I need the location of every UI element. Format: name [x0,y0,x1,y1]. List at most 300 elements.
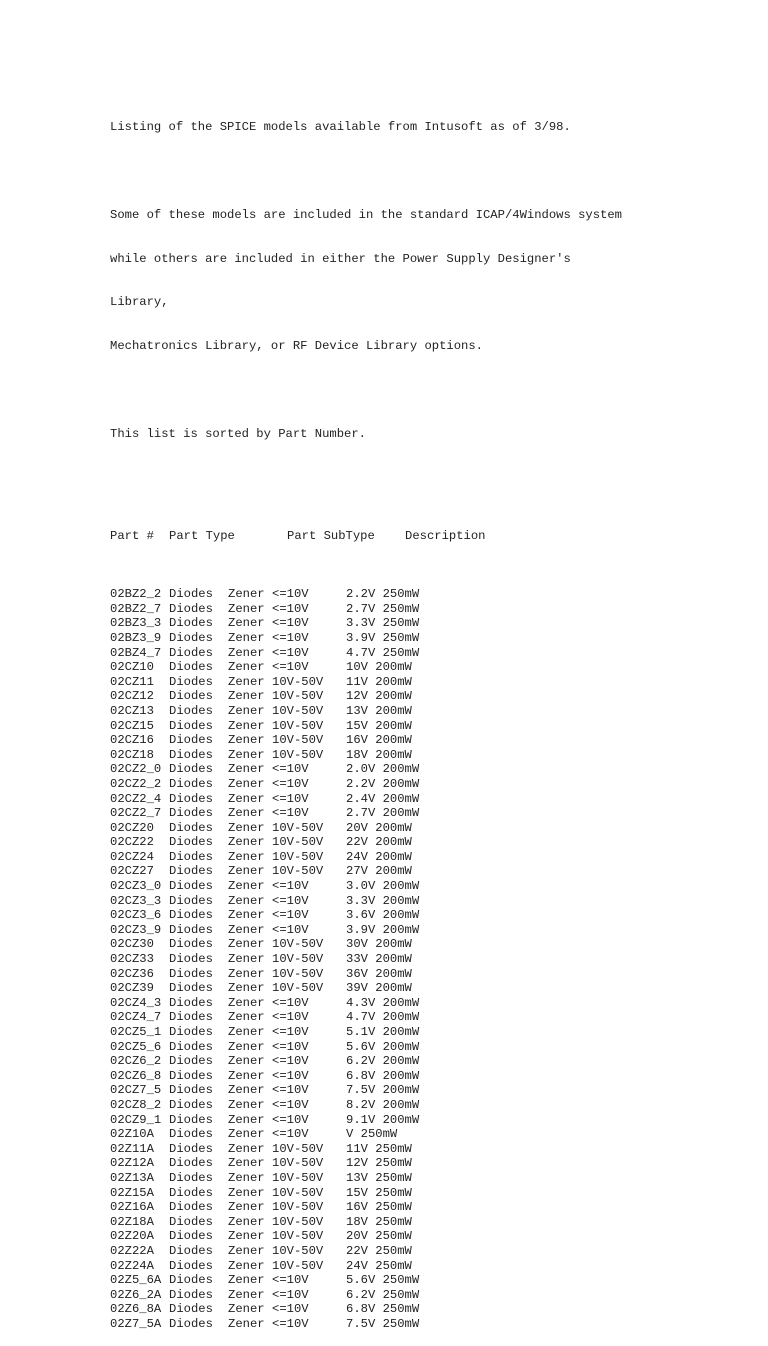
table-row [110,923,750,938]
part-type-cell: Diodes [169,1068,213,1083]
part-subtype-cell: <=10V [272,1273,309,1288]
table-row [110,587,750,602]
description-cell: 7.5V 200mW [346,1083,420,1098]
description-cell: 4.7V 250mW [346,645,420,660]
part-type-cell: Diodes [169,835,213,850]
description-cell: 22V 200mW [346,835,412,850]
table-row [110,1302,750,1317]
part-type-sub-cell: Zener [228,981,265,996]
description-cell: V 250mW [346,1127,398,1142]
table-row [110,646,750,661]
part-type-sub-cell: Zener [228,879,265,894]
part-number-cell: 02CZ6_2 [110,1054,162,1069]
part-type-cell: Diodes [169,1302,213,1317]
table-row [110,850,750,865]
part-number-cell: 02CZ33 [110,952,154,967]
part-number-cell: 02CZ3_9 [110,922,162,937]
part-number-cell: 02CZ4_7 [110,1010,162,1025]
part-subtype-cell: <=10V [272,660,309,675]
part-type-sub-cell: Zener [228,1083,265,1098]
part-type-cell: Diodes [169,1010,213,1025]
part-type-cell: Diodes [169,587,213,602]
part-type-cell: Diodes [169,981,213,996]
part-subtype-cell: <=10V [272,1127,309,1142]
description-cell: 5.6V 250mW [346,1273,420,1288]
description-cell: 11V 200mW [346,674,412,689]
part-subtype-cell: 10V-50V [272,937,324,952]
part-type-sub-cell: Zener [228,689,265,704]
table-row [110,689,750,704]
description-cell: 2.0V 200mW [346,762,420,777]
table-row [110,1215,750,1230]
part-type-cell: Diodes [169,747,213,762]
table-row [110,675,750,690]
description-cell: 20V 250mW [346,1229,412,1244]
part-type-sub-cell: Zener [228,1068,265,1083]
part-type-sub-cell: Zener [228,806,265,821]
part-type-sub-cell: Zener [228,1316,265,1331]
part-number-cell: 02BZ2_7 [110,601,162,616]
table-row [110,1200,750,1215]
part-type-sub-cell: Zener [228,1185,265,1200]
part-subtype-cell: 10V-50V [272,674,324,689]
part-type-cell: Diodes [169,776,213,791]
description-cell: 16V 250mW [346,1200,412,1215]
description-cell: 7.5V 250mW [346,1316,420,1331]
table-row [110,937,750,952]
part-number-cell: 02CZ15 [110,718,154,733]
part-subtype-cell: 10V-50V [272,747,324,762]
table-row [110,1025,750,1040]
part-type-sub-cell: Zener [228,1039,265,1054]
part-number-cell: 02Z16A [110,1200,154,1215]
part-type-sub-cell: Zener [228,1273,265,1288]
part-type-sub-cell: Zener [228,1112,265,1127]
description-cell: 27V 200mW [346,864,412,879]
part-type-sub-cell: Zener [228,630,265,645]
part-subtype-cell: <=10V [272,1302,309,1317]
table-row [110,967,750,982]
part-subtype-cell: <=10V [272,1039,309,1054]
part-subtype-cell: 10V-50V [272,1156,324,1171]
part-type-sub-cell: Zener [228,1156,265,1171]
blank-line [110,383,750,398]
part-type-cell: Diodes [169,1156,213,1171]
part-subtype-cell: <=10V [272,616,309,631]
description-cell: 5.6V 200mW [346,1039,420,1054]
part-subtype-cell: 10V-50V [272,820,324,835]
description-cell: 2.7V 200mW [346,806,420,821]
part-number-cell: 02CZ12 [110,689,154,704]
part-number-cell: 02BZ4_7 [110,645,162,660]
part-number-cell: 02CZ27 [110,864,154,879]
description-cell: 6.2V 200mW [346,1054,420,1069]
part-subtype-cell: <=10V [272,645,309,660]
part-type-sub-cell: Zener [228,762,265,777]
part-type-cell: Diodes [169,762,213,777]
part-type-sub-cell: Zener [228,733,265,748]
part-number-cell: 02CZ8_2 [110,1097,162,1112]
table-row [110,806,750,821]
table-row [110,733,750,748]
intro-paragraph-line: Library, [110,295,169,310]
part-number-cell: 02Z24A [110,1258,154,1273]
part-type-cell: Diodes [169,937,213,952]
document-body [110,91,750,1346]
part-type-sub-cell: Zener [228,776,265,791]
part-type-cell: Diodes [169,1097,213,1112]
part-subtype-cell: 10V-50V [272,1170,324,1185]
part-type-sub-cell: Zener [228,718,265,733]
part-type-cell: Diodes [169,1141,213,1156]
table-row [110,777,750,792]
part-type-sub-cell: Zener [228,1141,265,1156]
description-cell: 12V 200mW [346,689,412,704]
table-row [110,981,750,996]
part-type-cell: Diodes [169,864,213,879]
part-type-sub-cell: Zener [228,645,265,660]
part-type-cell: Diodes [169,616,213,631]
part-number-cell: 02CZ2_7 [110,806,162,821]
part-type-sub-cell: Zener [228,1229,265,1244]
part-number-cell: 02BZ3_9 [110,630,162,645]
part-subtype-cell: <=10V [272,879,309,894]
part-type-sub-cell: Zener [228,1200,265,1215]
part-number-cell: 02Z13A [110,1170,154,1185]
part-type-cell: Diodes [169,1054,213,1069]
part-type-sub-cell: Zener [228,616,265,631]
part-number-cell: 02CZ3_0 [110,879,162,894]
part-number-cell: 02CZ24 [110,849,154,864]
description-cell: 6.2V 250mW [346,1287,420,1302]
part-type-sub-cell: Zener [228,1243,265,1258]
part-subtype-cell: 10V-50V [272,733,324,748]
part-type-cell: Diodes [169,1316,213,1331]
part-number-cell: 02Z22A [110,1243,154,1258]
description-cell: 13V 200mW [346,703,412,718]
part-type-cell: Diodes [169,689,213,704]
part-type-sub-cell: Zener [228,966,265,981]
blank-line [110,164,750,179]
part-type-cell: Diodes [169,645,213,660]
description-cell: 4.7V 200mW [346,1010,420,1025]
table-row [110,748,750,763]
part-number-cell: 02CZ2_2 [110,776,162,791]
part-type-cell: Diodes [169,1170,213,1185]
part-subtype-cell: 10V-50V [272,718,324,733]
table-row [110,1156,750,1171]
description-cell: 6.8V 200mW [346,1068,420,1083]
table-row [110,894,750,909]
table-row [110,602,750,617]
part-subtype-cell: <=10V [272,922,309,937]
part-subtype-cell: <=10V [272,1316,309,1331]
part-type-sub-cell: Zener [228,703,265,718]
intro-paragraph-line: Some of these models are included in the standard ICAP/4Windows system [110,207,622,222]
part-subtype-cell: 10V-50V [272,703,324,718]
sort-note: This list is sorted by Part Number. [110,426,366,441]
part-subtype-cell: 10V-50V [272,849,324,864]
part-subtype-cell: 10V-50V [272,1185,324,1200]
part-type-sub-cell: Zener [228,922,265,937]
part-subtype-cell: <=10V [272,893,309,908]
part-subtype-cell: <=10V [272,1112,309,1127]
part-type-cell: Diodes [169,1200,213,1215]
part-number-cell: 02Z20A [110,1229,154,1244]
part-subtype-cell: <=10V [272,1068,309,1083]
description-cell: 11V 250mW [346,1141,412,1156]
part-number-cell: 02CZ36 [110,966,154,981]
part-type-sub-cell: Zener [228,601,265,616]
blank-line [110,470,750,485]
description-cell: 24V 250mW [346,1258,412,1273]
intro-paragraph-line: while others are included in either the Power Supply Designer's [110,251,571,266]
table-row [110,631,750,646]
part-number-cell: 02Z15A [110,1185,154,1200]
part-type-cell: Diodes [169,1243,213,1258]
part-number-cell: 02CZ3_3 [110,893,162,908]
description-cell: 4.3V 200mW [346,995,420,1010]
table-row [110,1229,750,1244]
table-row [110,1113,750,1128]
part-number-cell: 02CZ2_0 [110,762,162,777]
table-row [110,660,750,675]
table-row [110,908,750,923]
part-type-cell: Diodes [169,966,213,981]
part-number-cell: 02CZ16 [110,733,154,748]
part-type-cell: Diodes [169,630,213,645]
table-row [110,1244,750,1259]
part-type-cell: Diodes [169,660,213,675]
table-row [110,1040,750,1055]
table-row [110,1259,750,1274]
part-subtype-cell: <=10V [272,1287,309,1302]
description-cell: 2.7V 250mW [346,601,420,616]
part-number-cell: 02CZ4_3 [110,995,162,1010]
part-type-cell: Diodes [169,674,213,689]
description-cell: 2.2V 250mW [346,587,420,602]
part-type-cell: Diodes [169,879,213,894]
description-cell: 18V 250mW [346,1214,412,1229]
part-subtype-cell: 10V-50V [272,1200,324,1215]
part-type-cell: Diodes [169,922,213,937]
table-row [110,616,750,631]
part-type-cell: Diodes [169,806,213,821]
part-type-sub-cell: Zener [228,995,265,1010]
part-type-cell: Diodes [169,1185,213,1200]
part-type-cell: Diodes [169,1214,213,1229]
part-type-cell: Diodes [169,1039,213,1054]
part-number-cell: 02BZ2_2 [110,587,162,602]
part-number-cell: 02Z12A [110,1156,154,1171]
part-type-cell: Diodes [169,1112,213,1127]
part-type-sub-cell: Zener [228,747,265,762]
description-cell: 30V 200mW [346,937,412,952]
part-subtype-cell: <=10V [272,908,309,923]
part-subtype-cell: 10V-50V [272,966,324,981]
part-type-sub-cell: Zener [228,835,265,850]
table-row [110,704,750,719]
part-type-sub-cell: Zener [228,1127,265,1142]
part-number-cell: 02Z7_5A [110,1316,162,1331]
part-type-sub-cell: Zener [228,1287,265,1302]
table-row [110,835,750,850]
part-subtype-cell: <=10V [272,630,309,645]
part-subtype-cell: <=10V [272,1010,309,1025]
part-type-cell: Diodes [169,1229,213,1244]
parts-table-body [110,587,750,1331]
description-cell: 3.9V 200mW [346,922,420,937]
part-subtype-cell: <=10V [272,1083,309,1098]
part-type-cell: Diodes [169,1025,213,1039]
description-cell: 5.1V 200mW [346,1025,420,1039]
part-type-cell: Diodes [169,1258,213,1273]
part-number-cell: 02CZ10 [110,660,154,675]
part-subtype-cell: 10V-50V [272,689,324,704]
description-cell: 39V 200mW [346,981,412,996]
part-type-cell: Diodes [169,849,213,864]
part-type-cell: Diodes [169,733,213,748]
part-type-sub-cell: Zener [228,660,265,675]
part-type-cell: Diodes [169,718,213,733]
part-number-cell: 02Z11A [110,1141,154,1156]
intro-paragraph-line: Mechatronics Library, or RF Device Library options. [110,339,483,354]
part-number-cell: 02CZ9_1 [110,1112,162,1127]
description-cell: 24V 200mW [346,849,412,864]
part-type-sub-cell: Zener [228,587,265,602]
description-cell: 9.1V 200mW [346,1112,420,1127]
description-cell: 2.2V 200mW [346,776,420,791]
part-number-cell: 02Z18A [110,1214,154,1229]
part-subtype-cell: <=10V [272,995,309,1010]
part-type-cell: Diodes [169,601,213,616]
part-type-cell: Diodes [169,791,213,806]
part-number-cell: 02CZ39 [110,981,154,996]
part-number-cell: 02CZ20 [110,820,154,835]
part-type-sub-cell: Zener [228,1170,265,1185]
table-row [110,1083,750,1098]
description-cell: 3.6V 200mW [346,908,420,923]
part-number-cell: 02CZ5_1 [110,1025,162,1039]
header-part-type: Part Type [169,528,235,543]
description-cell: 36V 200mW [346,966,412,981]
part-type-cell: Diodes [169,952,213,967]
part-subtype-cell: <=10V [272,1097,309,1112]
table-row [110,864,750,879]
description-cell: 8.2V 200mW [346,1097,420,1112]
description-cell: 2.4V 200mW [346,791,420,806]
part-number-cell: 02CZ5_6 [110,1039,162,1054]
part-number-cell: 02Z6_2A [110,1287,162,1302]
part-number-cell: 02BZ3_3 [110,616,162,631]
part-type-sub-cell: Zener [228,791,265,806]
header-description: Description [405,528,486,543]
part-type-cell: Diodes [169,1083,213,1098]
table-row [110,1069,750,1084]
part-type-sub-cell: Zener [228,937,265,952]
table-row [110,952,750,967]
part-type-sub-cell: Zener [228,1010,265,1025]
part-number-cell: 02Z5_6A [110,1273,162,1288]
part-subtype-cell: <=10V [272,806,309,821]
part-subtype-cell: 10V-50V [272,1229,324,1244]
part-subtype-cell: <=10V [272,601,309,616]
part-subtype-cell: 10V-50V [272,835,324,850]
part-subtype-cell: <=10V [272,791,309,806]
table-row [110,1098,750,1113]
description-cell: 15V 200mW [346,718,412,733]
part-subtype-cell: 10V-50V [272,1141,324,1156]
description-cell: 16V 200mW [346,733,412,748]
description-cell: 3.9V 250mW [346,630,420,645]
part-number-cell: 02CZ2_4 [110,791,162,806]
part-type-sub-cell: Zener [228,849,265,864]
part-type-cell: Diodes [169,703,213,718]
part-type-sub-cell: Zener [228,1097,265,1112]
table-row [110,1127,750,1142]
description-cell: 12V 250mW [346,1156,412,1171]
part-number-cell: 02CZ6_8 [110,1068,162,1083]
header-part-number: Part # [110,528,154,543]
description-cell: 6.8V 250mW [346,1302,420,1317]
part-subtype-cell: <=10V [272,587,309,602]
part-number-cell: 02Z10A [110,1127,154,1142]
part-subtype-cell: 10V-50V [272,1258,324,1273]
part-type-sub-cell: Zener [228,893,265,908]
part-number-cell: 02CZ18 [110,747,154,762]
part-type-cell: Diodes [169,1273,213,1288]
part-type-sub-cell: Zener [228,674,265,689]
part-type-sub-cell: Zener [228,1054,265,1069]
table-row [110,762,750,777]
part-subtype-cell: <=10V [272,1025,309,1039]
description-cell: 3.3V 250mW [346,616,420,631]
part-type-sub-cell: Zener [228,952,265,967]
part-number-cell: 02CZ22 [110,835,154,850]
table-row [110,1010,750,1025]
part-type-cell: Diodes [169,1287,213,1302]
table-row [110,1273,750,1288]
table-row [110,996,750,1011]
table-row [110,1142,750,1157]
part-type-sub-cell: Zener [228,908,265,923]
description-cell: 13V 250mW [346,1170,412,1185]
table-row [110,1054,750,1069]
part-number-cell: 02CZ11 [110,674,154,689]
part-type-sub-cell: Zener [228,1025,265,1039]
table-row [110,879,750,894]
table-row [110,821,750,836]
description-cell: 20V 200mW [346,820,412,835]
part-subtype-cell: <=10V [272,776,309,791]
table-row [110,719,750,734]
part-type-cell: Diodes [169,1127,213,1142]
part-subtype-cell: <=10V [272,762,309,777]
intro-title: Listing of the SPICE models available from Intusoft as of 3/98. [110,120,571,135]
part-type-sub-cell: Zener [228,1214,265,1229]
description-cell: 3.3V 200mW [346,893,420,908]
table-row [110,1317,750,1332]
part-number-cell: 02CZ30 [110,937,154,952]
part-subtype-cell: 10V-50V [272,952,324,967]
part-type-sub-cell: Zener [228,1302,265,1317]
description-cell: 3.0V 200mW [346,879,420,894]
table-row [110,792,750,807]
description-cell: 15V 250mW [346,1185,412,1200]
part-type-sub-cell: Zener [228,1258,265,1273]
part-type-cell: Diodes [169,995,213,1010]
part-number-cell: 02CZ7_5 [110,1083,162,1098]
